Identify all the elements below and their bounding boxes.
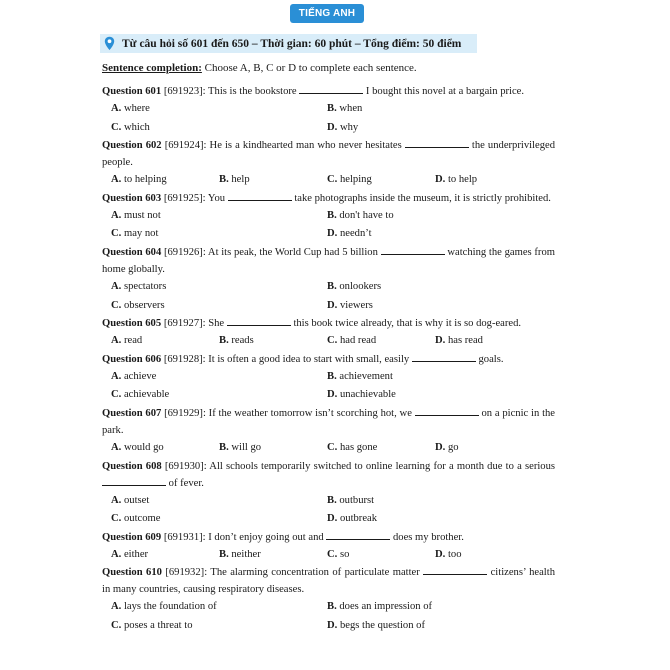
option-letter: C. <box>327 174 338 186</box>
answer-option[interactable] <box>435 439 543 458</box>
option-letter: B. <box>327 370 337 382</box>
option-letter: A. <box>111 601 122 613</box>
option-letter: B. <box>327 280 337 292</box>
answer-options <box>102 100 555 137</box>
answer-options <box>102 546 555 565</box>
question-text <box>102 564 555 598</box>
answer-option[interactable] <box>219 332 327 351</box>
answer-blank <box>299 84 363 94</box>
question-stem-after: of fever. <box>166 477 204 489</box>
question-id: [691931] <box>163 531 203 543</box>
answer-option[interactable] <box>219 546 327 565</box>
question-stem-after: I bought this novel at a bargain price. <box>363 86 525 97</box>
question-block <box>102 83 555 137</box>
question-text <box>102 137 555 171</box>
answer-option[interactable] <box>111 225 327 244</box>
option-text: outset <box>123 494 150 506</box>
option-letter: B. <box>327 494 337 506</box>
question-stem-before: : It is often a good idea to start with small, easily <box>202 353 412 365</box>
question-stem-before: : All schools temporarily switched to online learning for a month due to a serious <box>203 460 556 472</box>
question-text <box>102 529 555 546</box>
answer-option[interactable] <box>111 546 219 565</box>
option-text: when <box>339 103 363 114</box>
section-banner <box>100 34 477 53</box>
answer-options <box>102 368 555 405</box>
question-stem-before: : The alarming concentration of particulate matter <box>204 567 424 579</box>
instruction-text: Choose A, B, C or D to complete each sentence. <box>201 62 417 74</box>
option-text: don't have to <box>339 209 394 221</box>
option-letter: A. <box>111 174 122 186</box>
answer-option[interactable] <box>327 297 543 316</box>
option-letter: D. <box>327 513 338 525</box>
question-id: [691924] <box>164 140 204 152</box>
answer-option[interactable] <box>111 368 327 387</box>
option-text: would go <box>123 441 164 453</box>
question-label: Question 608 <box>102 460 162 472</box>
answer-option[interactable] <box>111 332 219 351</box>
answer-option[interactable] <box>327 100 543 119</box>
option-letter: D. <box>327 228 338 240</box>
option-text: outbreak <box>339 513 378 525</box>
option-text: onlookers <box>339 280 382 292</box>
option-letter: A. <box>111 548 122 560</box>
option-letter: D. <box>327 121 338 133</box>
option-text: help <box>231 174 250 186</box>
question-label: Question 602 <box>102 140 162 152</box>
answer-option[interactable] <box>435 332 543 351</box>
question-text <box>102 351 555 368</box>
question-stem-after: take photographs inside the museum, it is strictly prohibited. <box>291 192 551 204</box>
question-block <box>102 529 555 565</box>
question-id: [691927] <box>163 318 203 330</box>
option-text: achieve <box>123 370 157 382</box>
answer-blank <box>381 245 445 255</box>
option-letter: C. <box>111 513 122 525</box>
option-letter: A. <box>111 103 122 114</box>
answer-option[interactable] <box>327 332 435 351</box>
option-text: to helping <box>123 174 167 186</box>
option-text: so <box>339 548 350 560</box>
question-list <box>102 83 555 636</box>
answer-blank <box>405 138 469 148</box>
question-block <box>102 351 555 405</box>
question-label: Question 604 <box>102 246 162 258</box>
question-label: Question 605 <box>102 318 162 330</box>
answer-option[interactable] <box>111 119 327 138</box>
option-letter: C. <box>111 389 122 401</box>
option-letter: B. <box>327 601 337 613</box>
answer-option[interactable] <box>111 386 327 405</box>
option-text: must not <box>123 209 161 221</box>
answer-option[interactable] <box>327 386 543 405</box>
question-stem-before: : He is a kindhearted man who never hesitates <box>203 140 405 152</box>
answer-option[interactable] <box>111 278 327 297</box>
location-pin-icon <box>103 36 116 51</box>
question-label: Question 601 <box>102 86 162 97</box>
option-text: why <box>339 121 359 133</box>
question-id: [691926] <box>163 246 203 258</box>
question-label: Question 609 <box>102 531 162 543</box>
question-block <box>102 137 555 190</box>
question-stem-after: this book twice already, that is why it is so dog-eared. <box>290 318 522 330</box>
option-letter: C. <box>327 335 338 347</box>
question-stem-after: watching the games from home globally. <box>102 246 555 275</box>
answer-option[interactable] <box>327 171 435 190</box>
option-letter: C. <box>111 299 122 311</box>
question-block <box>102 315 555 351</box>
answer-option[interactable] <box>327 278 543 297</box>
option-letter: A. <box>111 209 122 221</box>
question-block <box>102 564 555 635</box>
answer-option[interactable] <box>435 171 543 190</box>
option-text: needn’t <box>339 228 372 240</box>
answer-option[interactable] <box>219 171 327 190</box>
option-text: viewers <box>339 299 373 311</box>
answer-option[interactable] <box>327 439 435 458</box>
question-block <box>102 458 555 529</box>
option-text: has read <box>447 335 483 347</box>
option-text: outburst <box>339 494 375 506</box>
question-stem-before: : At its peak, the World Cup had 5 billion <box>202 246 381 258</box>
option-text: either <box>123 548 149 560</box>
question-text <box>102 458 555 492</box>
question-block <box>102 190 555 244</box>
option-text: does an impression of <box>339 601 433 613</box>
option-text: reads <box>231 335 254 347</box>
answer-options <box>102 332 555 351</box>
question-label: Question 610 <box>102 567 162 579</box>
answer-blank <box>228 191 292 201</box>
answer-option[interactable] <box>111 171 219 190</box>
option-letter: A. <box>111 370 122 382</box>
question-id: [691923] <box>163 86 203 97</box>
option-text: lays the foundation of <box>123 601 217 613</box>
question-id: [691929] <box>164 407 203 419</box>
question-label: Question 603 <box>102 192 162 204</box>
question-stem-after: the underprivileged people. <box>102 140 556 169</box>
question-block <box>102 405 555 458</box>
answer-option[interactable] <box>111 617 327 636</box>
question-stem-before: : You <box>202 192 228 204</box>
answer-blank <box>102 476 166 486</box>
question-block <box>102 244 555 315</box>
answer-option[interactable] <box>327 617 543 636</box>
answer-options <box>102 278 555 315</box>
option-letter: A. <box>111 280 122 292</box>
option-letter: C. <box>111 121 122 133</box>
question-id: [691932] <box>165 567 205 579</box>
answer-option[interactable] <box>327 492 543 511</box>
option-letter: A. <box>111 494 122 506</box>
question-text <box>102 190 555 207</box>
option-letter: A. <box>111 441 122 453</box>
option-letter: D. <box>327 299 338 311</box>
section-banner-text: Từ câu hỏi số 601 đến 650 – Thời gian: 60 phút – Tổng điểm: 50 điểm <box>122 37 462 50</box>
answer-option[interactable] <box>327 598 543 617</box>
option-text: too <box>447 548 462 560</box>
option-letter: B. <box>219 174 229 186</box>
question-stem-before: : I don’t enjoy going out and <box>202 531 327 543</box>
answer-option[interactable] <box>327 207 543 226</box>
option-text: read <box>123 335 143 347</box>
option-letter: D. <box>435 548 446 560</box>
question-stem-before: : She <box>202 318 227 330</box>
answer-options <box>102 171 555 190</box>
option-letter: B. <box>219 335 229 347</box>
option-letter: D. <box>435 174 446 186</box>
question-stem-after: goals. <box>475 353 504 365</box>
option-letter: C. <box>327 548 338 560</box>
question-stem-after: does my brother. <box>390 531 464 543</box>
answer-options <box>102 207 555 244</box>
question-text <box>102 315 555 332</box>
question-text <box>102 83 555 100</box>
option-letter: B. <box>219 548 229 560</box>
option-letter: A. <box>111 335 122 347</box>
option-letter: C. <box>111 228 122 240</box>
question-text <box>102 244 555 278</box>
answer-blank <box>412 352 476 362</box>
answer-option[interactable] <box>111 100 327 119</box>
option-letter: B. <box>327 103 337 114</box>
option-text: has gone <box>339 441 378 453</box>
option-text: outcome <box>123 513 161 525</box>
answer-options <box>102 492 555 529</box>
answer-option[interactable] <box>111 439 219 458</box>
option-letter: C. <box>327 441 338 453</box>
answer-option[interactable] <box>111 492 327 511</box>
option-text: poses a threat to <box>123 619 193 631</box>
option-letter: D. <box>327 389 338 401</box>
question-id: [691930] <box>164 460 204 472</box>
option-text: achievable <box>123 389 170 401</box>
answer-option[interactable] <box>435 546 543 565</box>
instruction <box>102 62 417 74</box>
question-stem-before: : This is the bookstore <box>202 86 300 97</box>
answer-options <box>102 598 555 635</box>
option-letter: C. <box>111 619 122 631</box>
option-text: had read <box>339 335 377 347</box>
answer-option[interactable] <box>327 225 543 244</box>
option-text: achievement <box>339 370 393 382</box>
answer-option[interactable] <box>219 439 327 458</box>
answer-option[interactable] <box>327 546 435 565</box>
answer-blank <box>415 406 479 416</box>
question-stem-after: on a picnic in the park. <box>102 407 556 436</box>
option-letter: D. <box>327 619 338 631</box>
question-text <box>102 405 555 439</box>
answer-option[interactable] <box>327 368 543 387</box>
answer-option[interactable] <box>111 207 327 226</box>
instruction-lead: Sentence completion: <box>102 62 202 74</box>
option-text: go <box>447 441 459 453</box>
option-text: may not <box>123 228 159 240</box>
question-label: Question 606 <box>102 353 162 365</box>
question-id: [691928] <box>163 353 203 365</box>
option-text: spectators <box>123 280 167 292</box>
option-text: which <box>123 121 150 133</box>
answer-option[interactable] <box>327 510 543 529</box>
option-text: begs the question of <box>339 619 425 631</box>
answer-option[interactable] <box>111 510 327 529</box>
answer-blank <box>326 530 390 540</box>
subject-tag: TIẾNG ANH <box>290 4 364 23</box>
option-text: where <box>123 103 150 114</box>
option-text: unachievable <box>339 389 396 401</box>
question-label: Question 607 <box>102 407 162 419</box>
option-letter: D. <box>435 441 446 453</box>
answer-options <box>102 439 555 458</box>
option-letter: D. <box>435 335 446 347</box>
answer-option[interactable] <box>327 119 543 138</box>
option-text: neither <box>231 548 261 560</box>
option-text: observers <box>123 299 165 311</box>
option-letter: B. <box>327 209 337 221</box>
answer-option[interactable] <box>111 598 327 617</box>
option-text: helping <box>339 174 372 186</box>
option-letter: B. <box>219 441 229 453</box>
option-text: will go <box>231 441 262 453</box>
option-text: to help <box>447 174 478 186</box>
answer-blank <box>227 316 291 326</box>
question-stem-after: citizens’ health in many countries, causing respiratory diseases. <box>102 567 555 596</box>
answer-option[interactable] <box>111 297 327 316</box>
answer-blank <box>423 565 487 575</box>
question-stem-before: : If the weather tomorrow isn’t scorching hot, we <box>202 407 415 419</box>
question-id: [691925] <box>163 192 203 204</box>
